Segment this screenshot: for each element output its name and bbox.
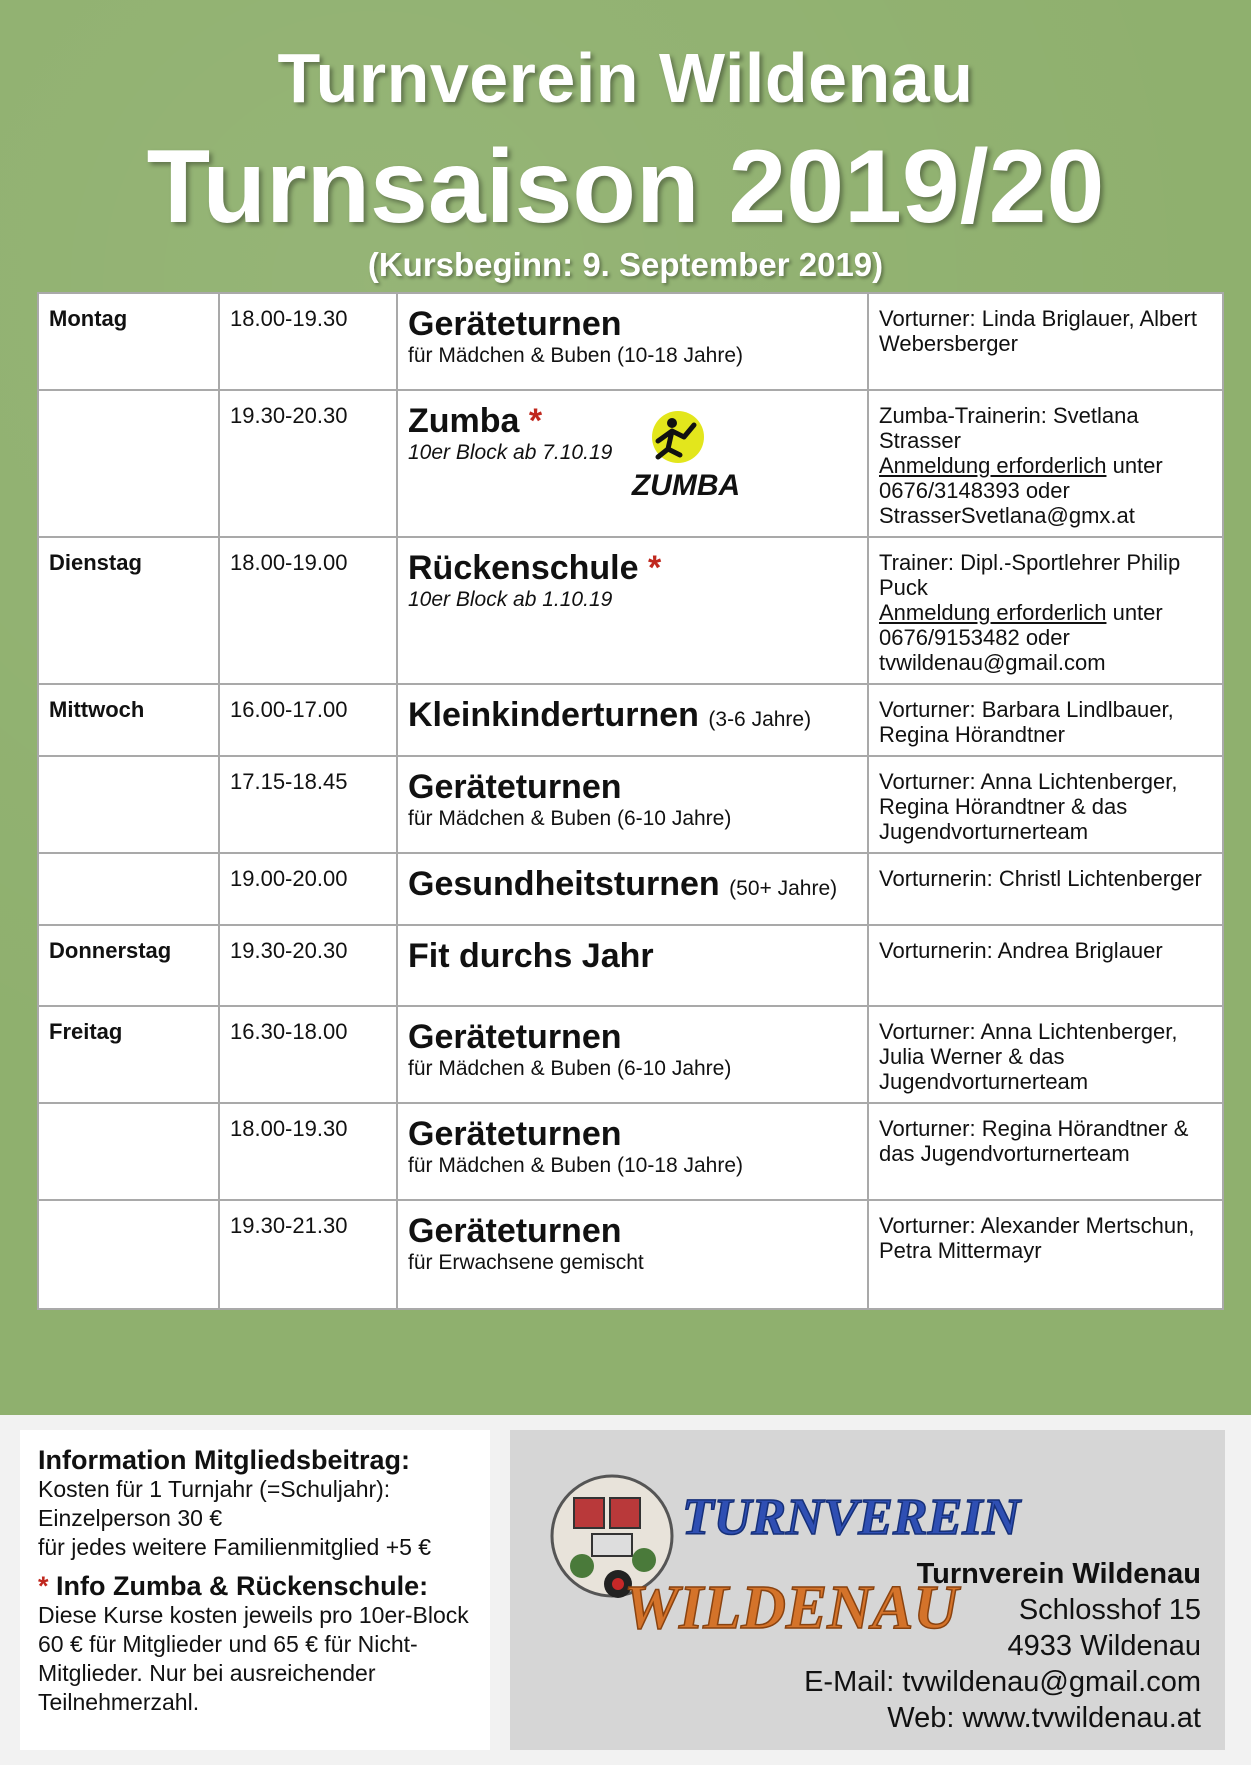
fee-heading: Information Mitgliedsbeitrag: <box>38 1445 411 1475</box>
day-cell: Dienstag <box>38 537 219 684</box>
course-cell <box>397 293 868 390</box>
contact-web: Web: www.tvwildenau.at <box>887 1702 1201 1734</box>
time-cell: 16.30-18.00 <box>219 1006 397 1103</box>
course-cell <box>397 1103 868 1200</box>
course-cell <box>397 756 868 853</box>
coach-cell: Vorturnerin: Andrea Briglauer <box>868 925 1223 1006</box>
time-cell: 17.15-18.45 <box>219 756 397 853</box>
course-name: Geräteturnen <box>408 768 622 806</box>
table-row <box>38 293 1223 390</box>
star-marker: * <box>647 549 662 587</box>
course-name-text: Zumba <box>408 402 520 440</box>
table-row <box>38 537 1223 684</box>
table-row <box>38 853 1223 925</box>
course-subtitle: für Mädchen & Buben (6-10 Jahre) <box>408 807 732 830</box>
course-cell <box>397 1006 868 1103</box>
coach-cell: Vorturner: Alexander Mertschun, Petra Mittermayr <box>868 1200 1223 1309</box>
course-cell <box>397 1200 868 1309</box>
time-cell: 18.00-19.30 <box>219 293 397 390</box>
time-cell: 16.00-17.00 <box>219 684 397 756</box>
logo-text-line2: WILDENAU <box>624 1574 959 1642</box>
contact-org-name: Turnverein Wildenau <box>916 1558 1201 1590</box>
course-name: Geräteturnen <box>408 305 622 343</box>
zumba-info-heading <box>38 1572 472 1601</box>
course-subtitle: für Mädchen & Buben (10-18 Jahre) <box>408 1154 744 1177</box>
time-cell: 19.30-20.30 <box>219 390 397 537</box>
course-cell <box>397 925 868 1006</box>
contact-city: 4933 Wildenau <box>1007 1630 1201 1662</box>
course-note: (50+ Jahre) <box>729 877 838 900</box>
table-row <box>38 390 1223 537</box>
course-start-subtitle: (Kursbeginn: 9. September 2019) <box>367 246 884 283</box>
table-row <box>38 756 1223 853</box>
course-name: Geräteturnen <box>408 1018 622 1056</box>
coach-contact: unter 0676/3148393 oder StrasserSvetlana@gmx.at <box>879 453 1163 528</box>
star-marker: * <box>38 1571 49 1601</box>
course-cell <box>397 537 868 684</box>
course-name-text: Rückenschule <box>408 549 639 587</box>
zumba-info-heading-text: Info Zumba & Rückenschule: <box>56 1571 429 1601</box>
zumba-logo-text: ZUMBA <box>631 469 741 502</box>
membership-info-box <box>20 1430 490 1750</box>
address-block <box>804 1556 1201 1736</box>
coach-intro: Zumba-Trainerin: Svetlana Strasser <box>879 403 1139 453</box>
club-title: Turnverein Wildenau <box>277 39 974 117</box>
table-row <box>38 684 1223 756</box>
fee-line: für jedes weitere Familienmitglied +5 € <box>38 1534 432 1560</box>
time-cell: 19.30-20.30 <box>219 925 397 1006</box>
club-contact-box <box>510 1430 1225 1750</box>
time-cell: 18.00-19.30 <box>219 1103 397 1200</box>
day-cell: Freitag <box>38 1006 219 1103</box>
day-cell: Montag <box>38 293 219 390</box>
table-row <box>38 1200 1223 1309</box>
day-cell <box>38 1103 219 1200</box>
coach-cell: Vorturnerin: Christl Lichtenberger <box>868 853 1223 925</box>
day-cell <box>38 756 219 853</box>
time-cell: 19.30-21.30 <box>219 1200 397 1309</box>
course-cell <box>397 853 868 925</box>
day-cell <box>38 390 219 537</box>
course-name: Geräteturnen <box>408 1115 622 1153</box>
contact-email: E-Mail: tvwildenau@gmail.com <box>804 1666 1201 1698</box>
coach-cell: Vorturner: Anna Lichtenberger, Julia Werner & das Jugendvorturnerteam <box>868 1006 1223 1103</box>
course-name: Fit durchs Jahr <box>408 937 654 975</box>
course-name <box>408 550 857 586</box>
table-row <box>38 925 1223 1006</box>
day-cell <box>38 853 219 925</box>
course-name: Geräteturnen <box>408 1212 622 1250</box>
course-subtitle: für Mädchen & Buben (6-10 Jahre) <box>408 1057 732 1080</box>
course-cell <box>397 390 868 537</box>
coach-cell: Vorturner: Anna Lichtenberger, Regina Hörandtner & das Jugendvorturnerteam <box>868 756 1223 853</box>
coach-cell: Vorturner: Regina Hörandtner & das Jugendvorturnerteam <box>868 1103 1223 1200</box>
fee-line: Kosten für 1 Turnjahr (=Schuljahr): <box>38 1476 391 1502</box>
fee-line: Einzelperson 30 € <box>38 1505 223 1531</box>
course-subtitle: für Erwachsene gemischt <box>408 1251 644 1274</box>
zumba-info-text: Diese Kurse kosten jeweils pro 10er-Block 60 € für Mitglieder und 65 € für Nicht-Mitglieder. Nur bei ausreichender Teilnehmerzahl. <box>38 1602 469 1715</box>
course-name-text: Kleinkinderturnen <box>408 696 699 734</box>
course-subtitle: 10er Block ab 1.10.19 <box>408 588 613 611</box>
coach-cell <box>868 537 1223 684</box>
coach-contact: unter 0676/9153482 oder tvwildenau@gmail.com <box>879 600 1163 675</box>
logo-text-line1: TURNVEREIN <box>682 1489 1021 1546</box>
coach-cell <box>868 390 1223 537</box>
course-name <box>408 697 857 738</box>
coach-cell: Vorturner: Linda Briglauer, Albert Webersberger <box>868 293 1223 390</box>
course-name <box>408 866 857 907</box>
coach-intro: Trainer: Dipl.-Sportlehrer Philip Puck <box>879 550 1181 600</box>
day-cell: Mittwoch <box>38 684 219 756</box>
course-subtitle: für Mädchen & Buben (10-18 Jahre) <box>408 344 744 367</box>
time-cell: 19.00-20.00 <box>219 853 397 925</box>
course-note: (3-6 Jahre) <box>708 708 812 731</box>
schedule-table <box>37 292 1224 1310</box>
day-cell: Donnerstag <box>38 925 219 1006</box>
registration-required: Anmeldung erforderlich <box>879 600 1107 625</box>
course-subtitle: 10er Block ab 7.10.19 <box>408 441 613 464</box>
contact-street: Schlosshof 15 <box>1018 1594 1201 1626</box>
course-cell <box>397 684 868 756</box>
course-name-text: Gesundheitsturnen <box>408 865 720 903</box>
table-row <box>38 1006 1223 1103</box>
registration-required: Anmeldung erforderlich <box>879 453 1107 478</box>
star-marker: * <box>528 402 543 440</box>
zumba-logo-icon <box>628 403 748 513</box>
table-row <box>38 1103 1223 1200</box>
time-cell: 18.00-19.00 <box>219 537 397 684</box>
coach-cell: Vorturner: Barbara Lindlbauer, Regina Hörandtner <box>868 684 1223 756</box>
season-title: Turnsaison 2019/20 <box>146 129 1105 245</box>
day-cell <box>38 1200 219 1309</box>
